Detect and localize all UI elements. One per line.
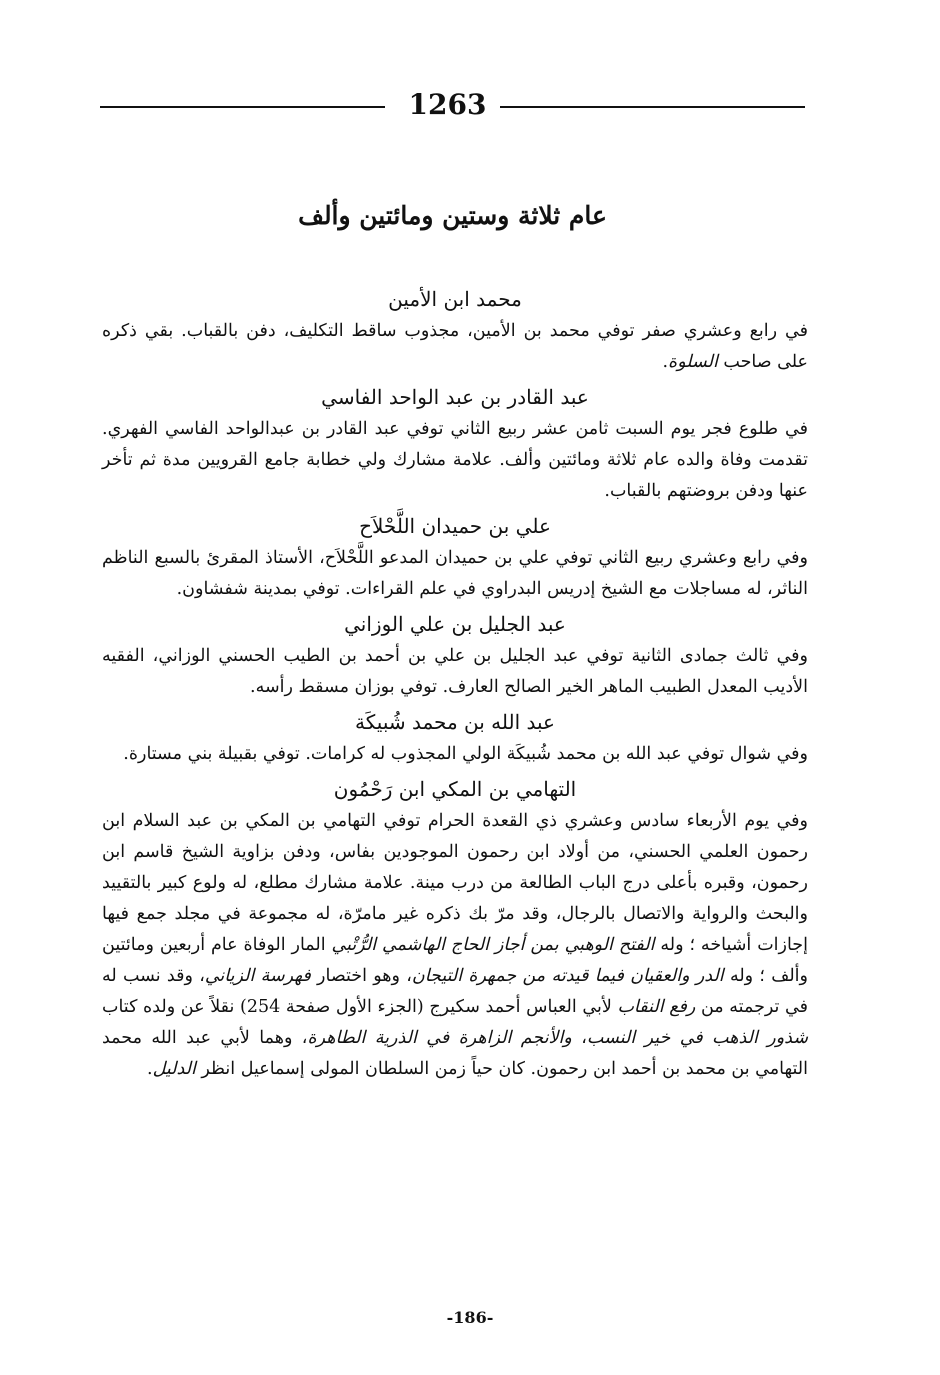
entry xyxy=(102,282,808,378)
entry-name: عبد الله بن محمد شُبيكَة xyxy=(355,710,555,734)
entry-body: في رابع وعشري صفر توفي محمد بن الأمين، مجذوب ساقط التكليف، دفن بالقباب. بقي ذكره على صاحب السلوة. xyxy=(102,321,808,372)
entry-name: علي بن حميدان اللَّحْلاَح xyxy=(359,514,551,538)
book-title: فهرسة الزياني xyxy=(204,966,311,986)
book-title: الدليل xyxy=(152,1059,196,1079)
section-title: عام ثلاثة وستين ومائتين وألف xyxy=(298,201,607,230)
entry xyxy=(102,509,808,605)
year-header xyxy=(100,86,805,126)
entry-name: محمد ابن الأمين xyxy=(388,287,522,311)
entry xyxy=(102,607,808,703)
year-number: 1263 xyxy=(408,88,487,121)
book-title: الدر والعقيان فيما قيدته من جمهرة التيجان xyxy=(411,966,724,986)
entry xyxy=(102,772,808,1085)
entry-body: وفي شوال توفي عبد الله بن محمد شُبيكَة الولي المجذوب له كرامات. توفي بقبيلة بني مستارة. xyxy=(123,744,808,764)
book-title: شذور الذهب في خير النسب xyxy=(586,1028,808,1048)
entry xyxy=(102,705,808,770)
entry-body: وفي يوم الأربعاء سادس وعشري ذي القعدة الحرام توفي التهامي بن المكي بن عبد السلام ابن رحمون العلمي الحسني، من أولاد ابن رحمون الموجودين بفاس، ودفن بزاوية الشيخ قاسم ابن رحمون، وقبره بأعلى درج الباب الطالعة من درب مينة. علامة مشارك مطلع، له ولوع كبير بالتقييد والبحث والرواية والاتصال بالرجال، وقد مرّ بك ذكره غير مامرّة، له مجموعة في مجلد جمع فيها إجازات أشياخه ؛ وله الفتح الوهبي بمن أجاز الحاج الهاشمي الرُّتْبي المار الوفاة عام أربعين ومائتين وألف ؛ وله الدر والعقيان فيما قيدته من جمهرة التيجان، وهو اختصار فهرسة الزياني، وقد نسب له في ترجمته من رفع النقاب لأبي العباس أحمد سكيرج (الجزء الأول صفحة 254) نقلاً عن ولده كتاب شذور الذهب في خير النسب، والأنجم الزاهرة في الذرية الطاهرة، وهما لأبي عبد الله محمد التهامي بن محمد بن أحمد ابن رحمون. كان حياً زمن السلطان المولى إسماعيل انظر الدليل. xyxy=(102,811,808,1079)
entry-name: التهامي بن المكي ابن رَحْمُون xyxy=(333,777,577,801)
header-rule-right xyxy=(500,106,805,108)
entry-name: عبد القادر بن عبد الواحد الفاسي xyxy=(321,385,589,409)
book-title: الفتح الوهبي بمن أجاز الحاج الهاشمي الرُّتْبي xyxy=(331,935,655,955)
header-rule-left xyxy=(100,106,385,108)
entry xyxy=(102,380,808,507)
book-title: والأنجم الزاهرة في الذرية الطاهرة xyxy=(307,1028,572,1048)
entry-body: وفي ثالث جمادى الثانية توفي عبد الجليل بن علي بن أحمد بن الطيب الحسني الوزاني، الفقيه الأديب المعدل الطبيب الماهر الخير الصالح العارف. توفي بوزان مسقط رأسه. xyxy=(102,646,808,697)
entry-name: عبد الجليل بن علي الوزاني xyxy=(344,612,566,636)
entry-body: في طلوع فجر يوم السبت ثامن عشر ربيع الثاني توفي عبد القادر بن عبدالواحد الفاسي الفهري. تقدمت وفاة والده عام ثلاثة ومائتين وألف. علامة مشارك ولي خطابة جامع القرويين مدة ثم تأخر عنها ودفن بروضتهم بالقباب. xyxy=(102,419,808,501)
page-number: -186- xyxy=(446,1308,494,1327)
book-title: السلوة xyxy=(668,352,718,372)
entry-body: وفي رابع وعشري ربيع الثاني توفي علي بن حميدان المدعو اللَّحْلاَح، الأستاذ المقرئ بالسبع الناظم الناثر، له مساجلات مع الشيخ إدريس البدراوي في علم القراءات. توفي بمدينة شفشاون. xyxy=(102,548,808,599)
book-title: رفع النقاب xyxy=(617,997,696,1017)
entries-list xyxy=(102,282,808,1087)
